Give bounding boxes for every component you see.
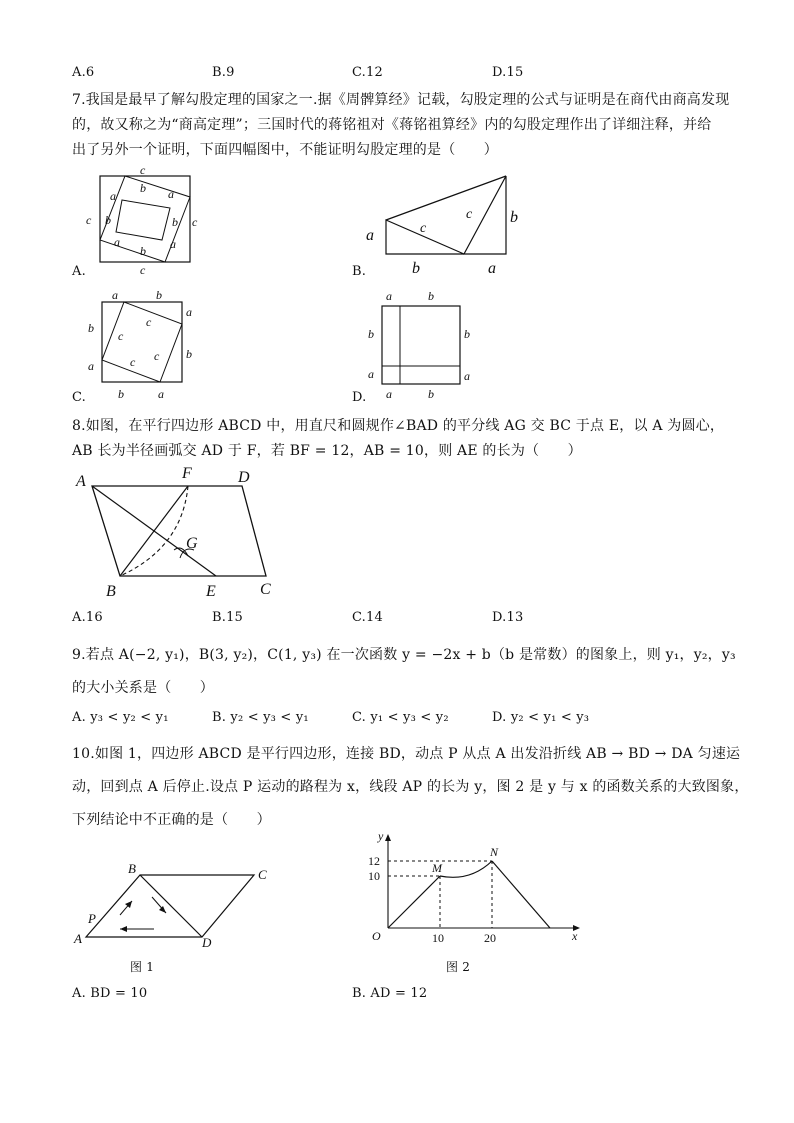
q10-fig2-origin: O (372, 929, 381, 943)
q9-option-b: B. y₂ < y₃ < y₁ (212, 710, 309, 725)
q7a-label-b3: b (172, 215, 178, 229)
q10-line-2: 动，回到点 A 后停止.设点 P 运动的路程为 x，线段 AP 的长为 y，图 2 是 y 与 x 的函数关系的大致图象， (72, 779, 749, 795)
q7c-label-b-right: b (186, 347, 192, 361)
q7b-label-a-left: a (366, 227, 374, 244)
q7a-label-a3: a (114, 235, 120, 249)
q7-option-a: A. (72, 264, 86, 279)
q7a-label-c-bottom: c (140, 263, 146, 277)
q7a-label-c-top: c (140, 163, 146, 177)
q9-option-a: A. y₃ < y₂ < y₁ (72, 710, 169, 725)
q7d-label-a-bottom: a (386, 387, 392, 401)
q8-point-e: E (206, 583, 216, 600)
q7a-label-b2: b (105, 213, 111, 227)
q10-fig1-point-p: P (88, 911, 96, 926)
q10-figure-2-graph (360, 826, 590, 950)
q10-line-1: 10.如图 1，四边形 ABCD 是平行四边形，连接 BD，动点 P 从点 A 出发沿折线 AB → BD → DA 匀速运 (72, 746, 741, 762)
q10-fig2-point-n: N (490, 845, 499, 859)
q7c-label-c1: c (146, 315, 152, 329)
q7c-label-c2: c (118, 329, 124, 343)
q10-fig2-xtick-20: 20 (484, 931, 496, 945)
q7c-label-b-top: b (156, 288, 162, 302)
q7c-label-a-right: a (186, 305, 192, 319)
q7d-label-a-right: a (464, 369, 470, 383)
q9-line-2: 的大小关系是（ ） (72, 680, 214, 696)
q10-fig1-point-a: A (74, 931, 82, 946)
q6-option-d: D.15 (492, 65, 524, 80)
q9-option-d: D. y₂ < y₁ < y₃ (492, 710, 590, 725)
q7d-label-b-bottom: b (428, 387, 434, 401)
q7-option-d: D. (352, 390, 367, 405)
q8-point-b: B (106, 583, 116, 600)
q7c-label-a-top: a (112, 288, 118, 302)
q7b-label-c2: c (466, 207, 473, 222)
q8-option-c: C.14 (352, 610, 383, 625)
q7d-label-a-left: a (368, 367, 374, 381)
q9-line-1: 9.若点 A(−2, y₁)，B(3, y₂)，C(1, y₃) 在一次函数 y = −2x + b（b 是常数）的图象上，则 y₁，y₂，y₃ (72, 647, 736, 663)
q10-fig2-caption: 图 2 (446, 960, 471, 974)
q7a-label-b4: b (140, 244, 146, 258)
q10-fig2-point-m: M (432, 861, 442, 875)
q8-point-a: A (76, 473, 86, 490)
q8-parallelogram-figure (70, 464, 290, 604)
q7d-label-b-right: b (464, 327, 470, 341)
q7c-label-a-left: a (88, 359, 94, 373)
q8-option-b: B.15 (212, 610, 244, 625)
q8-point-d: D (238, 469, 250, 486)
q7-figure-a (80, 160, 210, 278)
q6-option-c: C.12 (352, 65, 383, 80)
q8-line-2: AB 长为半径画弧交 AD 于 F，若 BF = 12，AB = 10，则 AE 的长为（ ） (72, 443, 582, 459)
q7c-label-c3: c (154, 349, 160, 363)
q7-option-b: B. (352, 264, 367, 279)
q7-figure-c (80, 286, 210, 404)
q10-fig1-point-b: B (128, 861, 136, 876)
q7b-label-b-bottom: b (412, 260, 420, 277)
q7d-label-b-top: b (428, 289, 434, 303)
q10-figure-1 (70, 855, 280, 950)
q7c-label-a-bottom: a (158, 387, 164, 401)
q10-fig2-y-label: y (378, 829, 384, 843)
q8-line-1: 8.如图，在平行四边形 ABCD 中，用直尺和圆规作∠BAD 的平分线 AG 交 BC 于点 E，以 A 为圆心， (72, 418, 725, 434)
q8-option-d: D.13 (492, 610, 524, 625)
q10-line-3: 下列结论中不正确的是（ ） (72, 812, 271, 828)
q10-fig1-point-c: C (258, 867, 267, 882)
q6-option-a: A.6 (72, 65, 95, 80)
q8-point-f: F (182, 465, 192, 482)
q7a-label-a2: a (168, 187, 174, 201)
q7a-label-b1: b (140, 181, 146, 195)
q10-option-a: A. BD = 10 (72, 986, 148, 1001)
q7a-label-a4: a (170, 237, 176, 251)
q7d-label-a-top: a (386, 289, 392, 303)
q7a-label-a1: a (110, 189, 116, 203)
q7c-label-c4: c (130, 355, 136, 369)
q7d-label-b-left: b (368, 327, 374, 341)
q10-fig2-xtick-10: 10 (432, 931, 444, 945)
q9-option-c: C. y₁ < y₃ < y₂ (352, 710, 449, 725)
q6-option-b: B.9 (212, 65, 235, 80)
q8-point-c: C (260, 581, 271, 598)
q7-line-2: 的，故又称之为“商高定理”；三国时代的蒋铭祖对《蒋铭祖算经》内的勾股定理作出了详细注释，并给 (72, 117, 712, 133)
q7-figure-d (362, 286, 482, 404)
q10-fig2-ytick-12: 12 (368, 854, 380, 868)
q8-option-a: A.16 (72, 610, 103, 625)
q7b-label-a-bottom: a (488, 260, 496, 277)
q7a-label-c-left: c (86, 213, 92, 227)
q10-fig1-point-d: D (202, 935, 212, 950)
q7b-label-b-right: b (510, 209, 518, 226)
q10-fig2-x-label: x (572, 929, 578, 943)
q7c-label-b-bottom: b (118, 387, 124, 401)
q10-fig2-ytick-10: 10 (368, 869, 380, 883)
q7c-label-b-left: b (88, 321, 94, 335)
q7a-label-c-right: c (192, 215, 198, 229)
q10-fig1-caption: 图 1 (130, 960, 155, 974)
q7-figure-b (360, 168, 530, 278)
q7-line-1: 7.我国是最早了解勾股定理的国家之一.据《周髀算经》记载，勾股定理的公式与证明是在商代由商高发现 (72, 92, 730, 108)
q7-option-c: C. (72, 390, 87, 405)
q10-option-b: B. AD = 12 (352, 986, 428, 1001)
q7b-label-c1: c (420, 221, 427, 236)
q8-point-g: G (186, 535, 198, 552)
q7-line-3: 出了另外一个证明，下面四幅图中，不能证明勾股定理的是（ ） (72, 142, 498, 158)
